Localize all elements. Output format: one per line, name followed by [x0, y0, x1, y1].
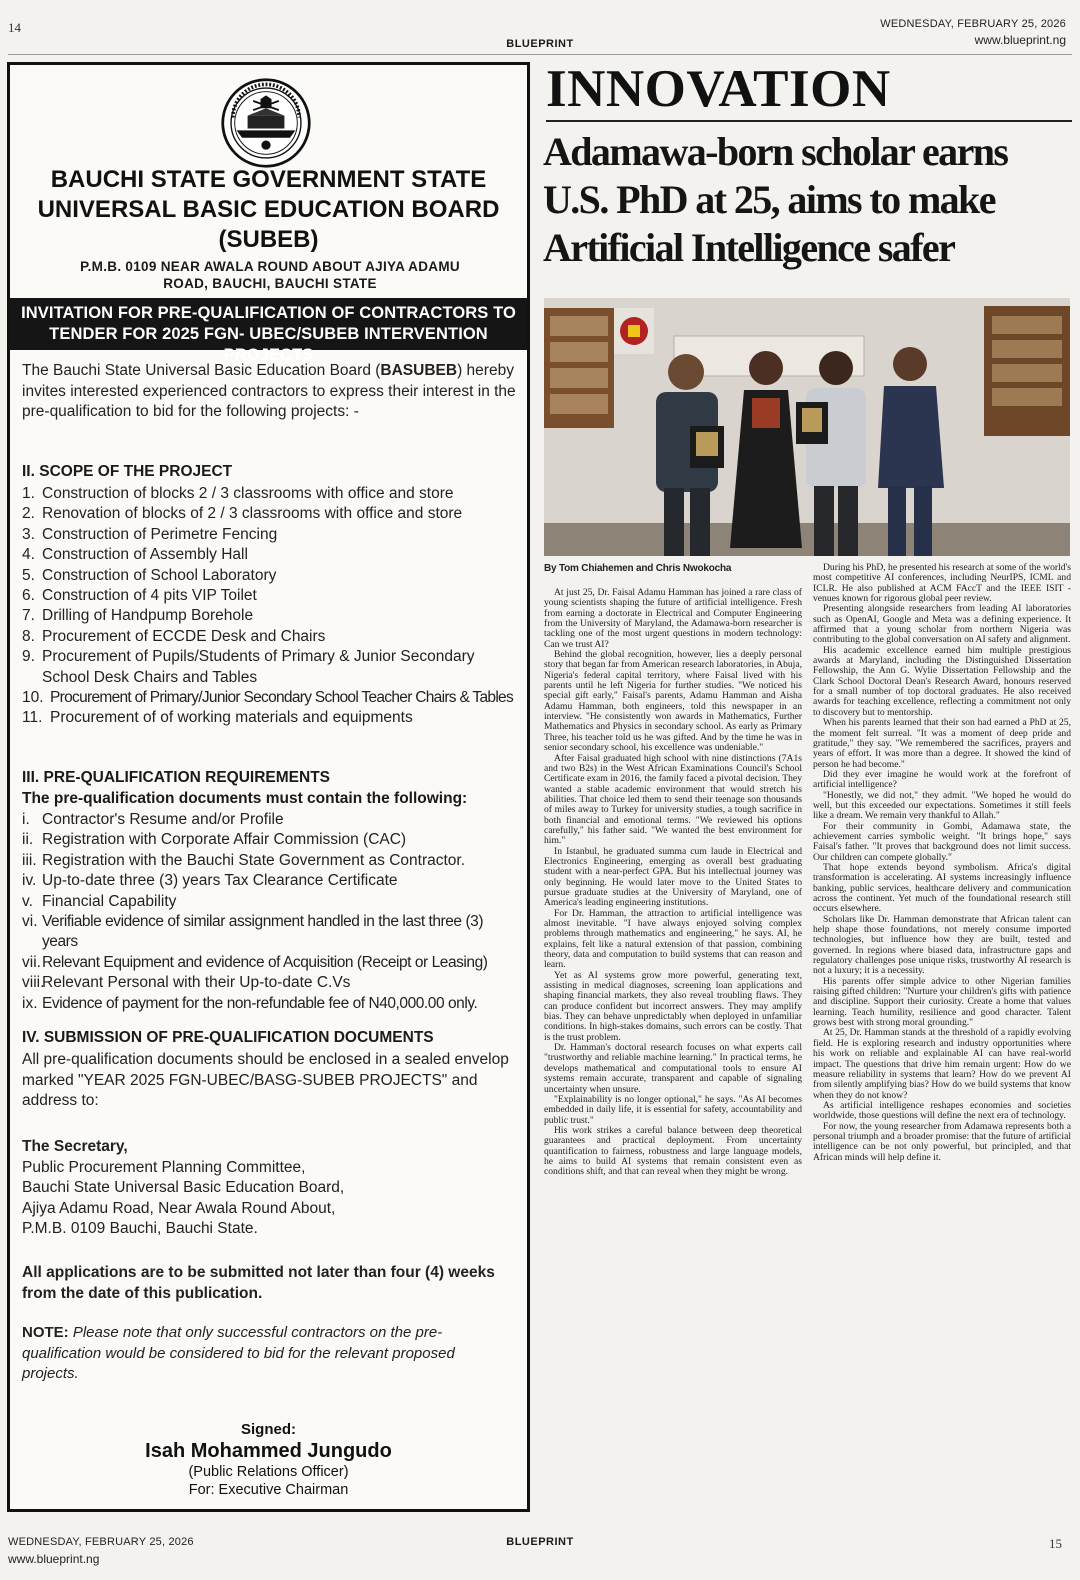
scope-item — [22, 688, 522, 708]
intro-acronym: BASUBEB — [380, 362, 458, 379]
item-text: Construction of blocks 2 / 3 classrooms with office and store — [42, 485, 454, 502]
item-number: ix. — [22, 994, 38, 1012]
article-paragraph: Presenting alongside researchers from leading AI laboratories such as OpenAI, Google and Meta was a defining experience. It affirmed that a young scholar from northern Nigeria was contributing to the global conversation on AI safety and alignment. — [813, 603, 1071, 646]
item-text: Procurement of Primary/Junior Secondary School Teacher Chairs & Tables — [50, 689, 514, 707]
requirements-subheading: The pre-qualification documents must contain the following: — [22, 790, 468, 807]
requirement-item — [22, 912, 522, 953]
deadline-notice: All applications are to be submitted not later than four (4) weeks from the date of this publication. — [22, 1264, 495, 1302]
intro-paragraph — [22, 361, 520, 423]
header-url[interactable]: www.blueprint.ng — [974, 33, 1066, 47]
scope-item — [22, 647, 522, 688]
requirement-item — [22, 994, 522, 1014]
item-text: Renovation of blocks of 2 / 3 classrooms with office and store — [42, 505, 463, 523]
submission-heading: IV. SUBMISSION OF PRE-QUALIFICATION DOCUMENTS — [22, 1029, 434, 1046]
item-text: Relevant Personal with their Up-to-date C.Vs — [42, 974, 351, 992]
article-paragraph: His work strikes a careful balance between deep theoretical guarantees and practical deployment. From uncertainty quantification to fairness, robustness and large language models, he aims to build AI systems that remain consistent even as conditions shift, and that can reveal when they might be wrong. — [544, 1124, 802, 1178]
header-publication: BLUEPRINT — [506, 38, 574, 50]
page-number-left: 14 — [8, 20, 21, 35]
item-text: Construction of 4 pits VIP Toilet — [42, 587, 257, 605]
address-line: Bauchi State Universal Basic Education Board, — [22, 1179, 345, 1196]
tender-advert — [7, 62, 530, 1512]
note-paragraph — [22, 1323, 490, 1385]
requirement-item — [22, 830, 522, 850]
requirement-item — [22, 851, 522, 871]
signature-block — [10, 1421, 527, 1499]
item-number: viii. — [22, 974, 45, 992]
requirement-item — [22, 892, 522, 912]
item-number: 7. — [22, 607, 35, 625]
requirement-item — [22, 973, 522, 993]
item-number: vii. — [22, 953, 41, 971]
scope-item — [22, 504, 522, 524]
article-paragraph: Behind the global recognition, however, lies a deeply personal story that began far from American research laboratories, in Abuja, Nigeria's federal capital territory, where Faisal lived with his parents until he left Nigeria for further studies. "We noticed his special gift early," Faisal's parents, Adamu Hamman and Aisha Adamu Hamman, both engineers, told this newspaper in an interview. "He consistently won awards in Mathematics, Further Mathematics and Physics in secondary school. As early as Primary Three, his teacher told us he was gifted. And by the time he was in senior secondary school, his excellence was undeniable." — [544, 649, 802, 754]
headline-line: Artificial Intelligence safer — [543, 225, 955, 270]
scope-list — [22, 484, 522, 729]
article-paragraph: That hope extends beyond symbolism. Africa's digital transformation is accelerating. AI systems increasingly influence banking, public services, healthcare delivery and communication across the continent. Yet much of the foundational research still occurs elsewhere. — [813, 861, 1071, 915]
signatory-role: (Public Relations Officer) — [188, 1464, 349, 1480]
header-rule — [8, 54, 1072, 55]
item-text: Financial Capability — [42, 892, 177, 910]
org-address-line: ROAD, BAUCHI, BAUCHI STATE — [163, 276, 377, 291]
article-paragraph: At just 25, Dr. Faisal Adamu Hamman has joined a rare class of young scientists shaping the future of artificial intelligence. Fresh from earning a doctorate in Electrical and Computer Engineering from the University of Maryland, the Adamawa-born researcher is tackling one of the most urgent questions in modern technology: Can we trust AI? — [544, 587, 802, 650]
item-text: Construction of Perimetre Fencing — [42, 525, 278, 543]
scope-item — [22, 586, 522, 606]
item-number: iii. — [22, 851, 37, 869]
item-number: 8. — [22, 627, 35, 645]
item-text: Verifiable evidence of similar assignment handled in the last three (3) years — [42, 913, 484, 951]
article-paragraph: Dr. Hamman's doctoral research focuses on what experts call "trustworthy and reliable machine learning." In practical terms, he develops mathematical and computational tools to ensure AI systems remain accurate, transparent and capable of signaling uncertainty when unsure. — [544, 1042, 802, 1095]
footer-url[interactable]: www.blueprint.ng — [8, 1552, 100, 1566]
article-paragraph: Scholars like Dr. Hamman demonstrate that African talent can help shape those foundations, not merely consume imported technologies, but influence how they are built, tested and governed. In regions where biased data, infrastructure gaps and regulatory challenges pose unique risks, trustworthy AI research is not a luxury; it is a necessity. — [813, 913, 1071, 977]
org-title-line: BAUCHI STATE GOVERNMENT STATE — [50, 166, 487, 193]
scope-item — [22, 566, 522, 586]
item-number: v. — [22, 892, 33, 910]
section-title: INNOVATION — [546, 60, 891, 118]
article-paragraph: In Istanbul, he graduated summa cum laude in Electrical and Electronics Engineering, emerging as overall best graduating student with a near-perfect GPA. But his intellectual journey was only beginning. He would later move to the United States to pursue graduate studies at the University of Maryland, one of America's leading engineering institutions. — [544, 845, 802, 909]
article-paragraph: When his parents learned that their son had earned a PhD at 25, the moment felt surreal. "It was a moment of deep pride and gratitude," they say. "We remembered the sacrifices, prayers and years of effort. It was more than a degree. It showed the kind of person he had become." — [813, 717, 1071, 770]
article-paragraph: After Faisal graduated high school with nine distinctions (7A1s and two B2s) in the West African Examinations Council's School Certificate exam in 2016, the family faced a pivotal decision. They wanted a stable academic environment that would stretch his abilities. That choice led them to send their teenage son thousands of miles away to Turkey for university studies, a tough sacrifice in both financial and emotional terms. "We reviewed his options carefully," his father said. "We wanted the best environment for him." — [544, 752, 802, 847]
item-text: Registration with Corporate Affair Commission (CAC) — [42, 831, 407, 849]
headline-line: U.S. PhD at 25, aims to make — [543, 177, 995, 222]
requirements-heading: III. PRE-QUALIFICATION REQUIREMENTS — [22, 769, 330, 786]
item-text: Drilling of Handpump Borehole — [42, 607, 254, 625]
article-headline — [543, 128, 1073, 272]
org-title-line: (SUBEB) — [218, 226, 319, 253]
article-paragraph: His academic excellence earned him multiple prestigious awards at Maryland, including the Distinguished Dissertation Fellowship, the Ann G. Wylie Dissertation Fellowship and the Clark School Doctoral Dean's Research Award, honours reserved for a small number of top doctoral graduates. He also received awards for teaching excellence, reflecting a commitment not only to discovery but to mentorship. — [813, 644, 1071, 718]
header-date: WEDNESDAY, FEBRUARY 25, 2026 — [880, 18, 1066, 30]
footer-publication: BLUEPRINT — [506, 1536, 574, 1548]
article-byline: By Tom Chiahemen and Chris Nwokocha — [544, 563, 732, 574]
item-number: 5. — [22, 566, 35, 584]
photo-illustration — [544, 298, 1070, 556]
org-title — [10, 165, 527, 255]
page-header — [0, 0, 1080, 60]
article-paragraph: At 25, Dr. Hamman stands at the threshold of a rapidly evolving field. He is exploring research and industry opportunities where his work on reliable and explainable AI can have real-world impact. The questions that drive him remain urgent: How do we measure reliability in systems that learn? How do we prevent AI from silently amplifying bias? How do we build systems that know when they do not know? — [813, 1027, 1071, 1101]
article-column-2 — [813, 563, 1071, 1163]
article-paragraph: "Honestly, we did not," they admit. "We hoped he would do well, but this exceeded our expectations. Sometimes it still feels like a dream. We remain very thankful to Allah." — [813, 789, 1071, 822]
scope-item — [22, 545, 522, 565]
scope-item — [22, 525, 522, 545]
article-column-1 — [544, 588, 802, 1178]
item-text: Procurement of ECCDE Desk and Chairs — [42, 627, 326, 645]
item-text: Procurement of Pupils/Students of Primary & Junior Secondary School Desk Chairs and Tables — [42, 648, 475, 686]
scope-item — [22, 606, 522, 626]
article-paragraph: Did they ever imagine he would work at the forefront of artificial intelligence? — [813, 768, 1071, 791]
item-text: Registration with the Bauchi State Government as Contractor. — [42, 851, 466, 869]
address-line: P.M.B. 0109 Bauchi, Bauchi State. — [22, 1220, 258, 1237]
signatory-for: For: Executive Chairman — [188, 1482, 349, 1498]
article-paragraph: For their community in Gombi, Adamawa state, the achievement carries symbolic weight. "It brings hope," says Faisal's father. "It proves that background does not limit success. Our children can compete globally." — [813, 820, 1071, 863]
signatory-name: Isah Mohammed Jungudo — [145, 1440, 392, 1462]
headline-line: Adamawa-born scholar earns — [543, 129, 1008, 174]
article-paragraph: During his PhD, he presented his research at some of the world's most competitive AI conferences, including NeurIPS, ICML and ICLR. He also published at ACM FAccT and the IEEE ISIT - venues known for rigorous global peer review. — [813, 562, 1071, 605]
requirements-list — [22, 810, 522, 1014]
item-text: Construction of Assembly Hall — [42, 546, 248, 564]
scope-heading: II. SCOPE OF THE PROJECT — [22, 463, 233, 480]
requirement-item — [22, 810, 522, 830]
item-number: iv. — [22, 872, 37, 890]
requirement-item — [22, 871, 522, 891]
scope-item — [22, 484, 522, 504]
item-text: Construction of School Laboratory — [42, 566, 277, 584]
item-text: Contractor's Resume and/or Profile — [42, 811, 284, 828]
item-number: 11. — [22, 709, 43, 727]
article-paragraph: "Explainability is no longer optional," he says. "As AI becomes embedded in daily life, it is essential for safety, accountability and public trust." — [544, 1093, 802, 1126]
item-number: 4. — [22, 546, 35, 564]
article-paragraph: For now, the young researcher from Adamawa represents both a personal triumph and a broader promise: that the future of artificial intelligence can be not only powerful, but principled, and that African minds will help define it. — [813, 1120, 1071, 1163]
org-address-line: P.M.B. 0109 NEAR AWALA ROUND ABOUT AJIYA ADAMU — [80, 259, 460, 274]
item-number: vi. — [22, 913, 38, 931]
org-title-line: UNIVERSAL BASIC EDUCATION BOARD — [37, 196, 500, 223]
item-number: i. — [22, 811, 30, 828]
article-paragraph: His parents offer simple advice to other Nigerian families raising gifted children: "Nurture your children's gifts with patience and discipline. Support their curiosity. Create a home that values learning. Teach humility, resilience and good character. Talent grows best with strong moral grounding." — [813, 975, 1071, 1029]
address-line: Ajiya Adamu Road, Near Awala Round About, — [22, 1199, 336, 1217]
addressee-block — [22, 1137, 522, 1240]
invitation-line: TENDER FOR 2025 FGN- UBEC/SUBEB INTERVENTION PROJECTS — [49, 325, 488, 364]
item-text: Evidence of payment for the non-refundable fee of N40,000.00 only. — [42, 994, 478, 1012]
intro-text: The Bauchi State Universal Basic Education Board ( — [22, 362, 381, 379]
article-paragraph: For Dr. Hamman, the attraction to artificial intelligence was almost inevitable. "I have always enjoyed solving complex problems through mathematics and engineering," he says. AI, he explains, felt like a natural extension of that passion, combining theory, data and computation to build systems that can reason and learn. — [544, 907, 802, 971]
item-text: Relevant Equipment and evidence of Acquisition (Receipt or Leasing) — [42, 953, 488, 971]
invitation-banner — [10, 298, 527, 364]
org-address — [40, 258, 500, 292]
requirement-item — [22, 953, 522, 973]
addressee: The Secretary, — [22, 1138, 128, 1155]
page-number-right: 15 — [1049, 1536, 1062, 1551]
subeb-crest-logo-icon — [220, 77, 312, 169]
note-text: Please note that only successful contractors on the pre-qualification would be considered to bid for the relevant proposed projects. — [22, 1324, 455, 1382]
item-number: 10. — [22, 689, 44, 707]
item-number: ii. — [22, 831, 34, 849]
footer-date: WEDNESDAY, FEBRUARY 25, 2026 — [8, 1536, 194, 1548]
item-number: 3. — [22, 525, 35, 543]
scope-item — [22, 708, 522, 728]
item-number: 9. — [22, 648, 35, 666]
intro-text: ) hereby invites interested experienced contractors to express their interest in the pre-qualification to bid for the following projects: - — [22, 362, 516, 420]
article-paragraph: As artificial intelligence reshapes economies and societies worldwide, those questions will define the next era of technology. — [813, 1099, 1071, 1122]
item-text: Procurement of of working materials and equipments — [50, 709, 413, 727]
item-text: Up-to-date three (3) years Tax Clearance Certificate — [42, 872, 398, 890]
award-group-photo — [544, 298, 1070, 556]
address-line: Public Procurement Planning Committee, — [22, 1158, 306, 1176]
section-rule — [546, 120, 1072, 122]
article-paragraph: Yet as AI systems grow more powerful, generating text, assisting in medical diagnoses, screening loan applications and shaping financial markets, they also reveal troubling flaws. They can produce confident but incorrect answers. They may amplify bias. They can behave unpredictably when deployed in unfamiliar conditions. In high-stakes domains, such errors can be costly. That is the trust problem. — [544, 969, 802, 1043]
page-footer — [0, 1520, 1080, 1580]
item-number: 6. — [22, 587, 35, 605]
invitation-line: INVITATION FOR PRE-QUALIFICATION OF CONTRACTORS TO — [21, 304, 516, 322]
item-number: 2. — [22, 505, 35, 523]
scope-item — [22, 627, 522, 647]
signed-label: Signed: — [241, 1421, 296, 1438]
submission-text: All pre-qualification documents should be enclosed in a sealed envelop marked "YEAR 2025 FGN-UBEC/BASG-SUBEB PROJECTS" and address to: — [22, 1051, 509, 1109]
note-label: NOTE: — [22, 1324, 69, 1341]
item-number: 1. — [22, 485, 35, 502]
